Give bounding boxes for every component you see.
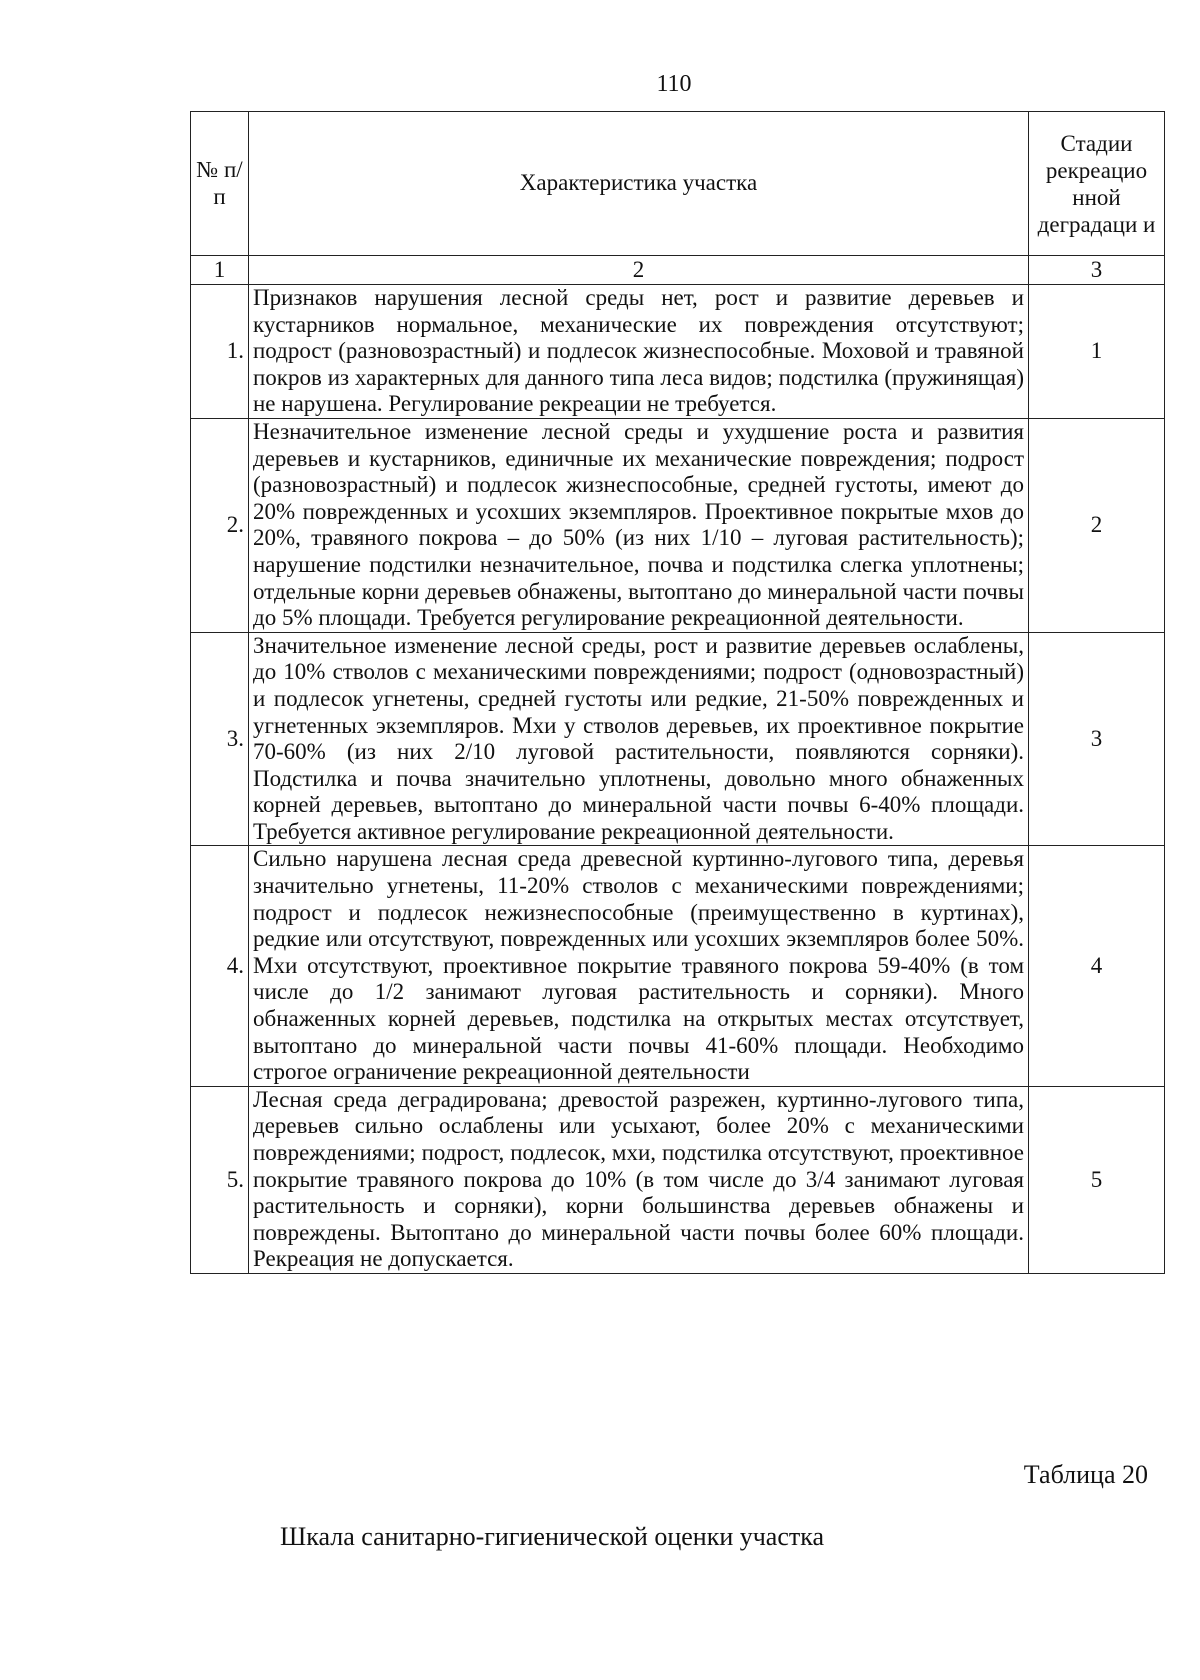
row-description: Сильно нарушена лесная среда древесной куртинно-лугового типа, деревья значительно угнетены, 11-20% стволов с механическими повреждениями; подрост и подлесок нежизнеспособные (преимущественно в куртинах), редкие или отсутствуют, поврежденных или усохших экземпляров более 50%. Мхи отсутствуют, проективное покрытие травяного покрова 59-40% (в том числе до 1/2 занимают луговая растительность и сорняки). Много обнаженных корней деревьев, подстилка на открытых местах отсутствует, вытоптано до минеральной части почвы 41-60% площади. Необходимо строгое ограничение рекреационной деятельности	[249, 846, 1029, 1086]
row-number: 5.	[191, 1086, 249, 1273]
header-num: № п/п	[191, 112, 249, 256]
row-stage: 4	[1029, 846, 1165, 1086]
row-description: Незначительное изменение лесной среды и ухудшение роста и развития деревьев и кустарников, единичные их механические повреждения; подрост (разновозрастный) и подлесок жизнеспособные, средней густоты, имеют до 20% поврежденных и усохших экземпляров. Проективное покрытые мхов до 20%, травяного покрова – до 50% (из них 1/10 – луговая растительность); нарушение подстилки незначительное, почва и подстилка слегка уплотнены; отдельные корни деревьев обнажены, вытоптано до минеральной части почвы до 5% площади. Требуется регулирование рекреационной деятельности.	[249, 418, 1029, 632]
table-row	[191, 846, 1165, 1086]
page-number: 110	[656, 71, 692, 97]
row-description: Признаков нарушения лесной среды нет, рост и развитие деревьев и кустарников нормальное, механические их повреждения отсутствуют; подрост (разновозрастный) и подлесок жизнеспособные. Моховой и травяной покров из характерных для данного типа леса видов; подстилка (пружинящая) не нарушена. Регулирование рекреации не требуется.	[249, 285, 1029, 419]
table-label: Таблица 20	[1023, 1460, 1148, 1489]
row-stage: 5	[1029, 1086, 1165, 1273]
table-header-row	[191, 112, 1165, 256]
table-row	[191, 632, 1165, 846]
row-description: Лесная среда деградирована; древостой разрежен, куртинно-лугового типа, деревьев сильно ослаблены или усыхают, более 20% с механическими повреждениями; подрост, подлесок, мхи, подстилка отсутствуют, проективное покрытие травяного покрова до 10% (в том числе до 3/4 занимают луговая растительность и сорняки), корни большинства деревьев обнажены и повреждены. Вытоптано до минеральной части почвы более 60% площади. Рекреация не допускается.	[249, 1086, 1029, 1273]
row-stage: 1	[1029, 285, 1165, 419]
header-stage: Стадии рекреацио нной деградаци и	[1029, 112, 1165, 256]
table-row	[191, 418, 1165, 632]
row-stage: 2	[1029, 418, 1165, 632]
row-number: 1.	[191, 285, 249, 419]
row-number: 4.	[191, 846, 249, 1086]
column-number-row	[191, 256, 1165, 285]
column-number: 2	[249, 256, 1029, 285]
table-row	[191, 1086, 1165, 1273]
table-row	[191, 285, 1165, 419]
table-title: Шкала санитарно-гигиенической оценки участка	[280, 1522, 825, 1551]
row-number: 2.	[191, 418, 249, 632]
column-number: 3	[1029, 256, 1165, 285]
header-characteristic: Характеристика участка	[249, 112, 1029, 256]
column-number: 1	[191, 256, 249, 285]
row-description: Значительное изменение лесной среды, рост и развитие деревьев ослаблены, до 10% стволов с механическими повреждениями; подрост (одновозрастный) и подлесок угнетены, средней густоты или редкие, 21-50% поврежденных и угнетенных экземпляров. Мхи у стволов деревьев, их проективное покрытие 70-60% (из них 2/10 луговой растительности, появляются сорняки). Подстилка и почва значительно уплотнены, довольно много обнаженных корней деревьев, вытоптано до минеральной части почвы 6-40% площади. Требуется активное регулирование рекреационной деятельности.	[249, 632, 1029, 846]
row-stage: 3	[1029, 632, 1165, 846]
recreation-degradation-table	[190, 111, 1165, 1274]
row-number: 3.	[191, 632, 249, 846]
